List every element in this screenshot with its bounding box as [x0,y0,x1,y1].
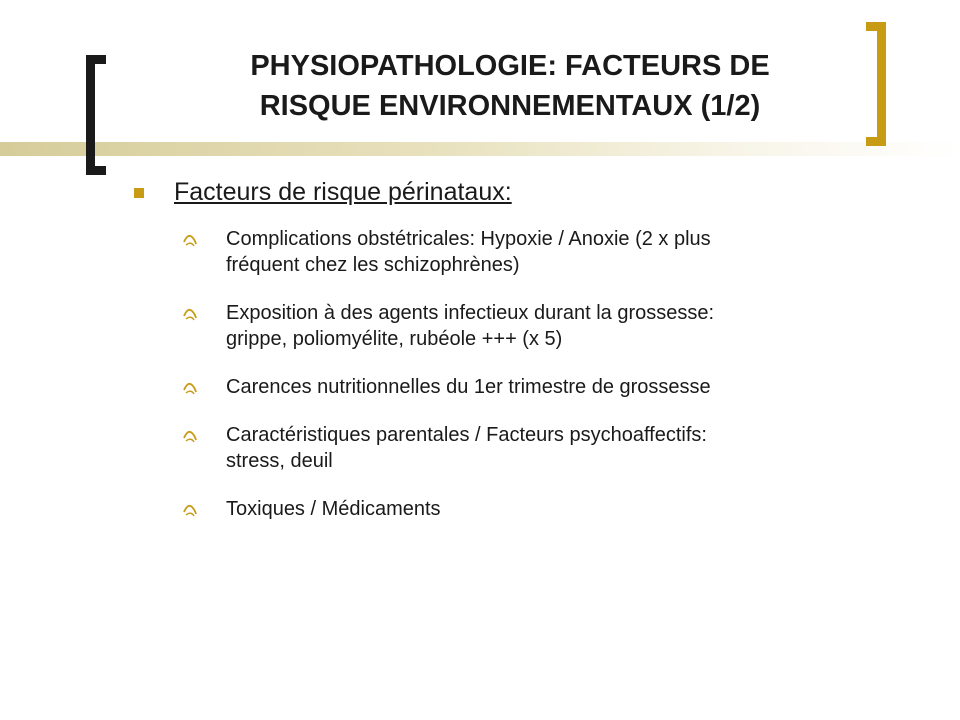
list-item-line-1: Toxiques / Médicaments [226,498,441,520]
curl-bullet-icon [182,501,198,517]
left-bracket-decoration [86,55,106,175]
slide-title-line-2: RISQUE ENVIRONNEMENTAUX (1/2) [259,90,761,122]
section-heading-text: Facteurs de risque périnataux: [174,178,512,206]
title-gradient-band [0,142,960,156]
slide-body [132,176,902,544]
list-item [132,374,902,400]
slide-title-line-1: PHYSIOPATHOLOGIE: FACTEURS DE [250,50,770,82]
list-item-line-2: fréquent chez les schizophrènes) [226,254,520,276]
list-item [132,422,902,474]
bullet-list [132,226,902,522]
square-bullet-icon [134,188,144,198]
curl-bullet-icon [182,231,198,247]
slide-title [150,46,870,126]
list-item-line-1: Caractéristiques parentales / Facteurs psychoaffectifs: [226,424,707,446]
section-heading [132,176,902,208]
curl-bullet-icon [182,427,198,443]
list-item [132,226,902,278]
list-item [132,300,902,352]
curl-bullet-icon [182,379,198,395]
list-item-line-2: stress, deuil [226,450,333,472]
list-item-line-1: Carences nutritionnelles du 1er trimestre de grossesse [226,376,711,398]
list-item-line-1: Complications obstétricales: Hypoxie / Anoxie (2 x plus [226,228,711,250]
list-item-line-1: Exposition à des agents infectieux durant la grossesse: [226,302,715,324]
list-item [132,496,902,522]
curl-bullet-icon [182,305,198,321]
list-item-line-2: grippe, poliomyélite, rubéole +++ (x 5) [226,328,563,350]
